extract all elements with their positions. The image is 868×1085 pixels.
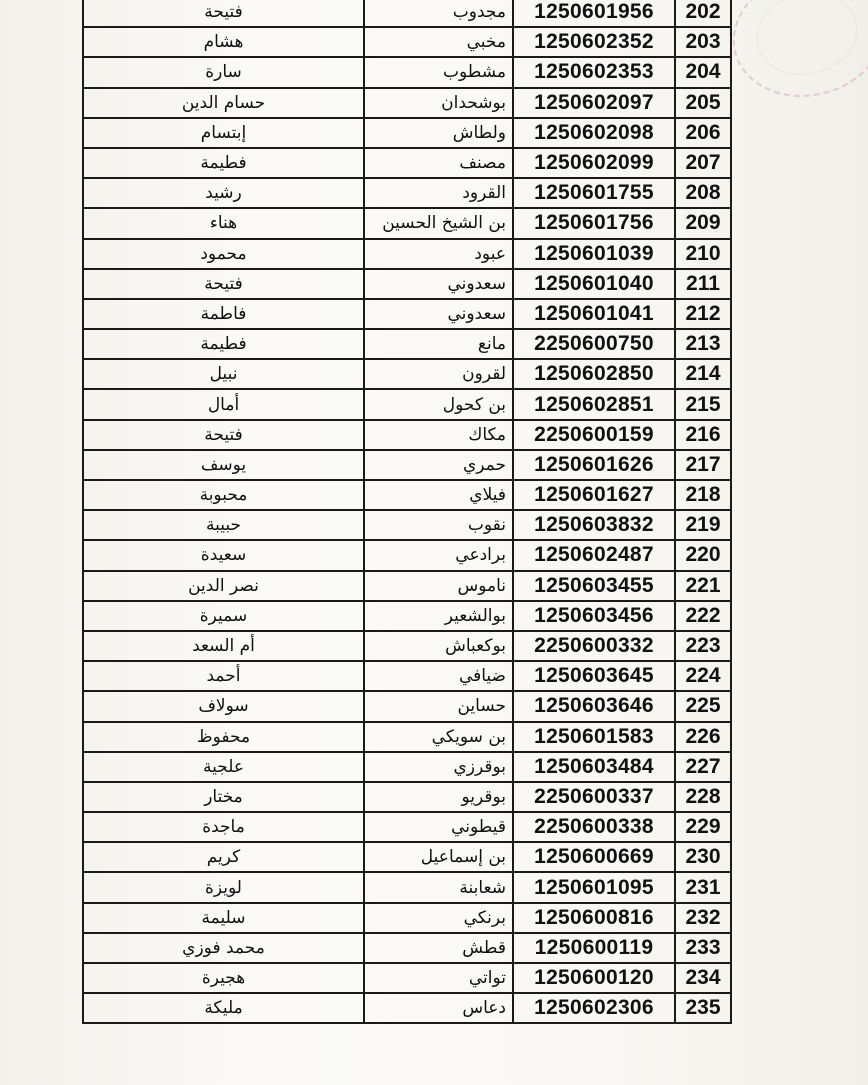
table-row — [83, 359, 731, 389]
registration-id-cell: 1250601756 — [513, 208, 675, 238]
last-name-cell: مجدوب — [364, 0, 513, 27]
table-row — [83, 722, 731, 752]
row-number-cell: 205 — [675, 88, 731, 118]
table-row — [83, 510, 731, 540]
table-row — [83, 239, 731, 269]
registration-id-cell: 1250601956 — [513, 0, 675, 27]
table-row — [83, 480, 731, 510]
table-row — [83, 631, 731, 661]
row-number-cell: 211 — [675, 269, 731, 299]
first-name-cell: أم السعد — [83, 631, 364, 661]
registration-id-cell: 1250600816 — [513, 903, 675, 933]
registration-id-cell: 1250603646 — [513, 691, 675, 721]
last-name-cell: دعاس — [364, 993, 513, 1023]
table-row — [83, 269, 731, 299]
table-row — [83, 329, 731, 359]
last-name-cell: قيطوني — [364, 812, 513, 842]
last-name-cell: بوشحدان — [364, 88, 513, 118]
last-name-cell: بوكعباش — [364, 631, 513, 661]
last-name-cell: ناموس — [364, 571, 513, 601]
last-name-cell: سعدوني — [364, 299, 513, 329]
row-number-cell: 232 — [675, 903, 731, 933]
table-row — [83, 0, 731, 27]
last-name-cell: حساين — [364, 691, 513, 721]
last-name-cell: القرود — [364, 178, 513, 208]
table-row — [83, 178, 731, 208]
registration-id-cell: 1250603645 — [513, 661, 675, 691]
registration-id-cell: 1250601039 — [513, 239, 675, 269]
row-number-cell: 214 — [675, 359, 731, 389]
row-number-cell: 213 — [675, 329, 731, 359]
table-row — [83, 963, 731, 993]
row-number-cell: 231 — [675, 872, 731, 902]
row-number-cell: 208 — [675, 178, 731, 208]
table-row — [83, 601, 731, 631]
row-number-cell: 220 — [675, 540, 731, 570]
registration-id-cell: 1250601583 — [513, 722, 675, 752]
first-name-cell: سليمة — [83, 903, 364, 933]
row-number-cell: 210 — [675, 239, 731, 269]
row-number-cell: 209 — [675, 208, 731, 238]
last-name-cell: قطش — [364, 933, 513, 963]
last-name-cell: لقرون — [364, 359, 513, 389]
first-name-cell: هشام — [83, 27, 364, 57]
table-row — [83, 420, 731, 450]
row-number-cell: 235 — [675, 993, 731, 1023]
first-name-cell: يوسف — [83, 450, 364, 480]
registration-id-cell: 2250600159 — [513, 420, 675, 450]
row-number-cell: 226 — [675, 722, 731, 752]
first-name-cell: حسام الدين — [83, 88, 364, 118]
last-name-cell: مانع — [364, 329, 513, 359]
table-row — [83, 389, 731, 419]
registration-id-cell: 1250600120 — [513, 963, 675, 993]
row-number-cell: 203 — [675, 27, 731, 57]
stamp-mark — [719, 0, 868, 113]
last-name-cell: نقوب — [364, 510, 513, 540]
roster-table — [82, 0, 732, 1024]
first-name-cell: نبيل — [83, 359, 364, 389]
row-number-cell: 234 — [675, 963, 731, 993]
first-name-cell: حبيبة — [83, 510, 364, 540]
registration-id-cell: 1250600669 — [513, 842, 675, 872]
registration-id-cell: 1250603832 — [513, 510, 675, 540]
table-row — [83, 450, 731, 480]
last-name-cell: سعدوني — [364, 269, 513, 299]
last-name-cell: مشطوب — [364, 57, 513, 87]
row-number-cell: 227 — [675, 752, 731, 782]
registration-id-cell: 1250602487 — [513, 540, 675, 570]
row-number-cell: 230 — [675, 842, 731, 872]
row-number-cell: 207 — [675, 148, 731, 178]
first-name-cell: سميرة — [83, 601, 364, 631]
last-name-cell: ولطاش — [364, 118, 513, 148]
table-row — [83, 782, 731, 812]
registration-id-cell: 1250601755 — [513, 178, 675, 208]
last-name-cell: بوقرزي — [364, 752, 513, 782]
registration-id-cell: 1250603484 — [513, 752, 675, 782]
table-row — [83, 691, 731, 721]
first-name-cell: فتيحة — [83, 420, 364, 450]
table-row — [83, 57, 731, 87]
first-name-cell: هناء — [83, 208, 364, 238]
registration-id-cell: 1250602098 — [513, 118, 675, 148]
row-number-cell: 229 — [675, 812, 731, 842]
row-number-cell: 225 — [675, 691, 731, 721]
registration-id-cell: 1250602352 — [513, 27, 675, 57]
row-number-cell: 212 — [675, 299, 731, 329]
row-number-cell: 219 — [675, 510, 731, 540]
first-name-cell: سعيدة — [83, 540, 364, 570]
table-row — [83, 208, 731, 238]
last-name-cell: مخبي — [364, 27, 513, 57]
row-number-cell: 233 — [675, 933, 731, 963]
registration-id-cell: 1250601041 — [513, 299, 675, 329]
registration-id-cell: 1250601626 — [513, 450, 675, 480]
first-name-cell: فاطمة — [83, 299, 364, 329]
first-name-cell: أمال — [83, 389, 364, 419]
first-name-cell: نصر الدين — [83, 571, 364, 601]
row-number-cell: 216 — [675, 420, 731, 450]
first-name-cell: كريم — [83, 842, 364, 872]
first-name-cell: محبوبة — [83, 480, 364, 510]
row-number-cell: 206 — [675, 118, 731, 148]
last-name-cell: شعابنة — [364, 872, 513, 902]
registration-id-cell: 1250602306 — [513, 993, 675, 1023]
first-name-cell: فطيمة — [83, 329, 364, 359]
registration-id-cell: 1250601095 — [513, 872, 675, 902]
last-name-cell: بن الشيخ الحسين — [364, 208, 513, 238]
table-row — [83, 299, 731, 329]
last-name-cell: بوقريو — [364, 782, 513, 812]
table-row — [83, 661, 731, 691]
table-row — [83, 752, 731, 782]
first-name-cell: هجيرة — [83, 963, 364, 993]
registration-id-cell: 2250600337 — [513, 782, 675, 812]
table-row — [83, 148, 731, 178]
last-name-cell: برادعي — [364, 540, 513, 570]
table-row — [83, 118, 731, 148]
last-name-cell: بن سويكي — [364, 722, 513, 752]
row-number-cell: 222 — [675, 601, 731, 631]
row-number-cell: 202 — [675, 0, 731, 27]
last-name-cell: عبود — [364, 239, 513, 269]
registration-id-cell: 1250602850 — [513, 359, 675, 389]
last-name-cell: حمري — [364, 450, 513, 480]
last-name-cell: بوالشعير — [364, 601, 513, 631]
last-name-cell: بن إسماعيل — [364, 842, 513, 872]
first-name-cell: أحمد — [83, 661, 364, 691]
row-number-cell: 228 — [675, 782, 731, 812]
last-name-cell: بن كحول — [364, 389, 513, 419]
first-name-cell: مليكة — [83, 993, 364, 1023]
last-name-cell: ضيافي — [364, 661, 513, 691]
first-name-cell: لويزة — [83, 872, 364, 902]
first-name-cell: فتيحة — [83, 269, 364, 299]
table-row — [83, 933, 731, 963]
first-name-cell: سولاف — [83, 691, 364, 721]
table-row — [83, 842, 731, 872]
registration-id-cell: 1250601040 — [513, 269, 675, 299]
first-name-cell: ماجدة — [83, 812, 364, 842]
first-name-cell: إبتسام — [83, 118, 364, 148]
first-name-cell: رشيد — [83, 178, 364, 208]
registration-id-cell: 1250602353 — [513, 57, 675, 87]
registration-id-cell: 1250602851 — [513, 389, 675, 419]
registration-id-cell: 2250600332 — [513, 631, 675, 661]
first-name-cell: محمد فوزي — [83, 933, 364, 963]
first-name-cell: محمود — [83, 239, 364, 269]
registration-id-cell: 1250600119 — [513, 933, 675, 963]
last-name-cell: تواتي — [364, 963, 513, 993]
row-number-cell: 217 — [675, 450, 731, 480]
table-row — [83, 571, 731, 601]
registration-id-cell: 1250603455 — [513, 571, 675, 601]
row-number-cell: 204 — [675, 57, 731, 87]
registration-id-cell: 2250600750 — [513, 329, 675, 359]
first-name-cell: فطيمة — [83, 148, 364, 178]
table-row — [83, 88, 731, 118]
table-row — [83, 27, 731, 57]
first-name-cell: مختار — [83, 782, 364, 812]
first-name-cell: محفوظ — [83, 722, 364, 752]
last-name-cell: برنكي — [364, 903, 513, 933]
table-row — [83, 540, 731, 570]
row-number-cell: 218 — [675, 480, 731, 510]
registration-id-cell: 1250602099 — [513, 148, 675, 178]
row-number-cell: 221 — [675, 571, 731, 601]
roster-table-body — [83, 0, 731, 1023]
row-number-cell: 224 — [675, 661, 731, 691]
table-row — [83, 872, 731, 902]
registration-id-cell: 2250600338 — [513, 812, 675, 842]
last-name-cell: فيلاي — [364, 480, 513, 510]
first-name-cell: فتيحة — [83, 0, 364, 27]
row-number-cell: 223 — [675, 631, 731, 661]
first-name-cell: علجية — [83, 752, 364, 782]
last-name-cell: مكاك — [364, 420, 513, 450]
registration-id-cell: 1250602097 — [513, 88, 675, 118]
row-number-cell: 215 — [675, 389, 731, 419]
registration-id-cell: 1250603456 — [513, 601, 675, 631]
first-name-cell: سارة — [83, 57, 364, 87]
table-row — [83, 903, 731, 933]
table-row — [83, 812, 731, 842]
registration-id-cell: 1250601627 — [513, 480, 675, 510]
table-row — [83, 993, 731, 1023]
last-name-cell: مصنف — [364, 148, 513, 178]
